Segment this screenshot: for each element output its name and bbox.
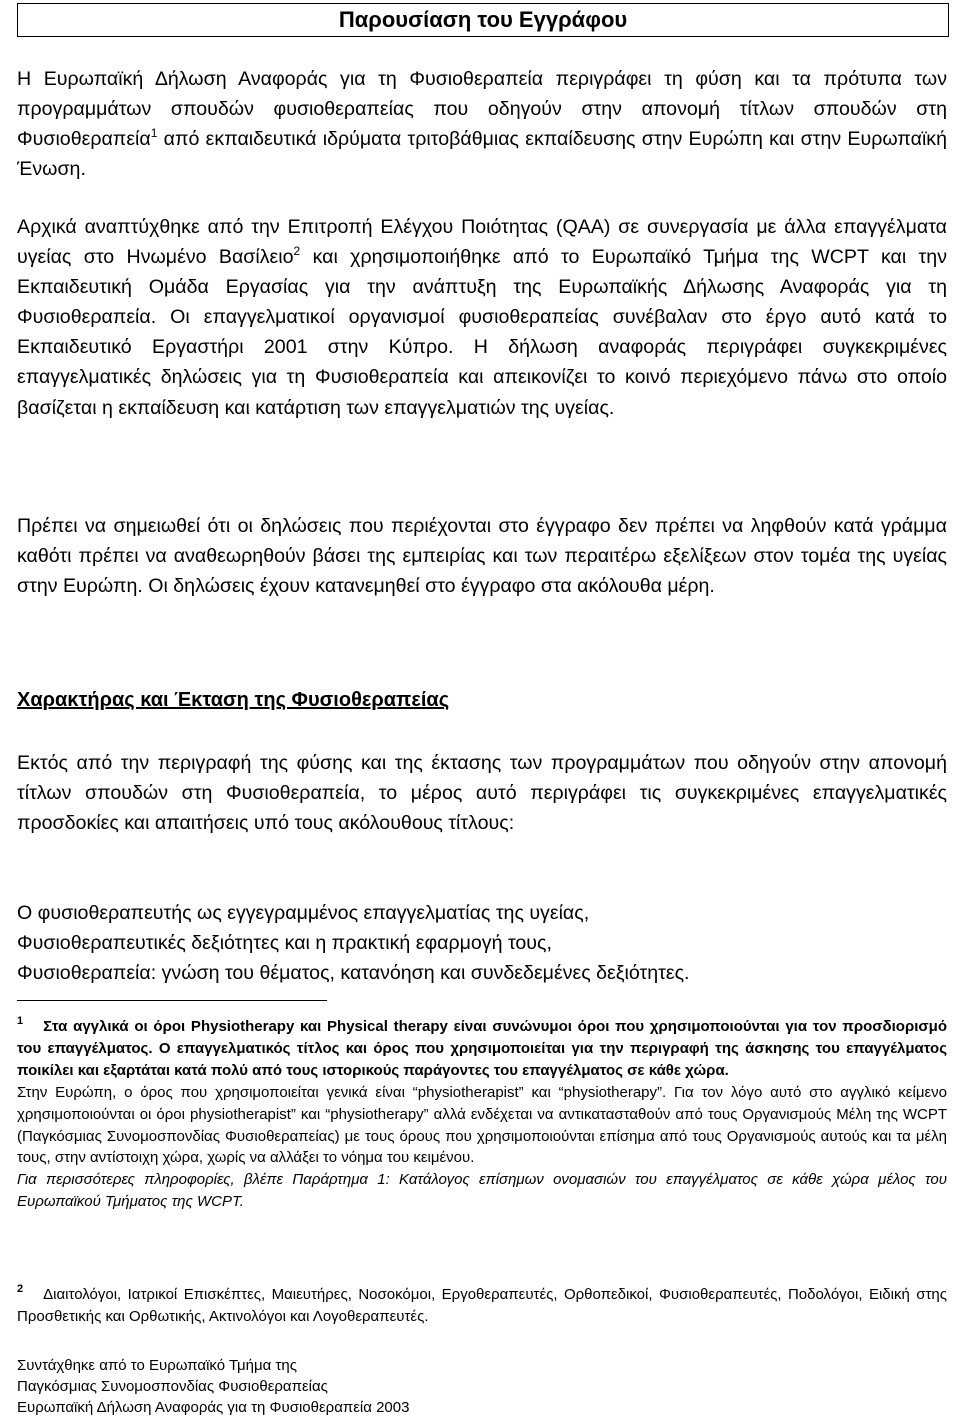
footnote-number: 1 <box>17 1015 24 1027</box>
section-heading: Χαρακτήρας και Έκταση της Φυσιοθεραπείας <box>17 689 450 711</box>
titles-list <box>17 898 947 988</box>
footnote-ref-1[interactable]: 1 <box>150 126 158 141</box>
origin-text-end: και χρησιμοποιήθηκε από το Ευρωπαϊκό Τμήμα της WCPT και την Εκπαιδευτική Ομάδα Εργασίας για την ανάπτυξη της Ευρωπαϊκής Δήλωσης Αναφοράς για τη Φυσιοθεραπεία. Οι επαγγελματικοί οργανισμοί φυσιοθεραπείας συνέβαλαν στο έργο αυτό κατά το Εκπαιδευτικό Εργαστήρι 2001 στην Κύπρο. Η δήλωση αναφοράς περιγράφει συγκεκριμένες επαγγελματικές δηλώσεις για τη Φυσιοθεραπεία και απεικονίζει το κοινό περιεχόμενο πάνω στο οποίο βασίζεται η εκπαίδευση και κατάρτιση των επαγγελματιών της υγείας. <box>17 246 947 419</box>
footnote-2-text: Διαιτολόγοι, Ιατρικοί Επισκέπτες, Μαιευτήρες, Νοσοκόμοι, Εργοθεραπευτές, Ορθοπεδικοί, Φυσιοθεραπευτές, Ποδολόγοι, Ειδική στης Προσθετικής και Ορθωτικής, Ακτινολόγοι και Λογοθεραπευτές. <box>17 1286 947 1325</box>
title-box <box>17 3 949 37</box>
list-item: Φυσιοθεραπευτικές δεξιότητες και η πρακτική εφαρμογή τους, <box>17 932 552 955</box>
footnote-1 <box>17 1016 947 1213</box>
page-footer <box>17 1355 409 1418</box>
footnote-ref-2[interactable]: 2 <box>293 244 301 259</box>
footnote-number: 2 <box>17 1283 24 1295</box>
intro-paragraph <box>17 64 947 184</box>
footnote-divider <box>17 1000 327 1001</box>
footnote-2 <box>17 1284 947 1328</box>
page-title: Παρουσίαση του Εγγράφου <box>338 7 628 32</box>
footnote-1-text: Στην Ευρώπη, ο όρος που χρησιμοποιείται γενικά είναι “physiotherapist” και “physiotherapy”. Για τον λόγο αυτό στο αγγλικό κείμενο χρησιμοποιούνται οι όροι physiotherapist” και “physiotherapy” αλλά ενδέχεται να αντικατασταθούν από τους Οργανισμούς Μέλη της WCPT (Παγκόσμιας Συνομοσπονδίας Φυσιοθεραπείας) με τους όρους που χρησιμοποιούνται επίσημα από τους Οργανισμούς αυτούς και τα μέλη τους, στην αντίστοιχη χώρα, χωρίς να αλλάξει το νόημα του κειμένου. <box>17 1083 947 1167</box>
footnote-1-bold-text: Στα αγγλικά οι όροι Physiotherapy και Physical therapy είναι συνώνυμοι όροι που χρησιμοποιούνται για τον προσδιορισμό του επαγγέλματος. Ο επαγγελματικός τίτλος και όρος που χρησιμοποιείται για την περιγραφή της άσκησης του επαγγέλματος ποικίλει και εξαρτάται κατά πολύ από τους ιστορικούς παράγοντες του επαγγέλματος σε κάθε χώρα. <box>17 1018 947 1079</box>
origin-text: Αρχικά αναπτύχθηκε από την Επιτροπή Ελέγχου Ποιότητας (QAA) σε συνεργασία με άλλα επαγγέλματα υγείας στο Ηνωμένο Βασίλειο <box>17 216 947 269</box>
note-paragraph: Πρέπει να σημειωθεί ότι οι δηλώσεις που περιέχονται στο έγγραφο δεν πρέπει να ληφθούν κατά γράμμα καθότι πρέπει να αναθεωρηθούν βάσει της εμπειρίας και των περαιτέρω εξελίξεων στον τομέα της υγείας στην Ευρώπη. Οι δηλώσεις έχουν κατανεμηθεί στο έγγραφο στα ακόλουθα μέρη. <box>17 515 947 598</box>
list-item: Φυσιοθεραπεία: γνώση του θέματος, κατανόηση και συνδεδεμένες δεξιότητες. <box>17 962 690 985</box>
footer-line: Ευρωπαϊκή Δήλωση Αναφοράς για τη Φυσιοθεραπεία 2003 <box>17 1399 410 1416</box>
section-paragraph: Εκτός από την περιγραφή της φύσης και της έκτασης των προγραμμάτων που οδηγούν στην απονομή τίτλων σπουδών στη Φυσιοθεραπεία, το μέρος αυτό περιγράφει τις συγκεκριμένες επαγγελματικές προσδοκίες και απαιτήσεις υπό τους ακόλουθους τίτλους: <box>17 752 947 835</box>
intro-text-end: από εκπαιδευτικά ιδρύματα τριτοβάθμιας εκπαίδευσης στην Ευρώπη και στην Ευρωπαϊκή Ένωση. <box>17 128 947 181</box>
footer-line: Συντάχθηκε από το Ευρωπαϊκό Τμήμα της <box>17 1357 297 1374</box>
footnote-1-italic-text: Για περισσότερες πληροφορίες, βλέπε Παράρτημα 1: Κατάλογος επίσημων ονομασιών του επαγγέλματος σε κάθε χώρα μέλος του Ευρωπαϊκού Τμήματος της WCPT. <box>17 1171 947 1211</box>
origin-paragraph <box>17 212 947 423</box>
footer-line: Παγκόσμιας Συνομοσπονδίας Φυσιοθεραπείας <box>17 1378 328 1395</box>
list-item: Ο φυσιοθεραπευτής ως εγγεγραμμένος επαγγελματίας της υγείας, <box>17 902 590 924</box>
intro-text: Η Ευρωπαϊκή Δήλωση Αναφοράς για τη Φυσιοθεραπεία περιγράφει τη φύση και τα πρότυπα των προγραμμάτων σπουδών φυσιοθεραπείας που οδηγούν στην απονομή τίτλων σπουδών στη Φυσιοθεραπεία <box>17 68 947 151</box>
